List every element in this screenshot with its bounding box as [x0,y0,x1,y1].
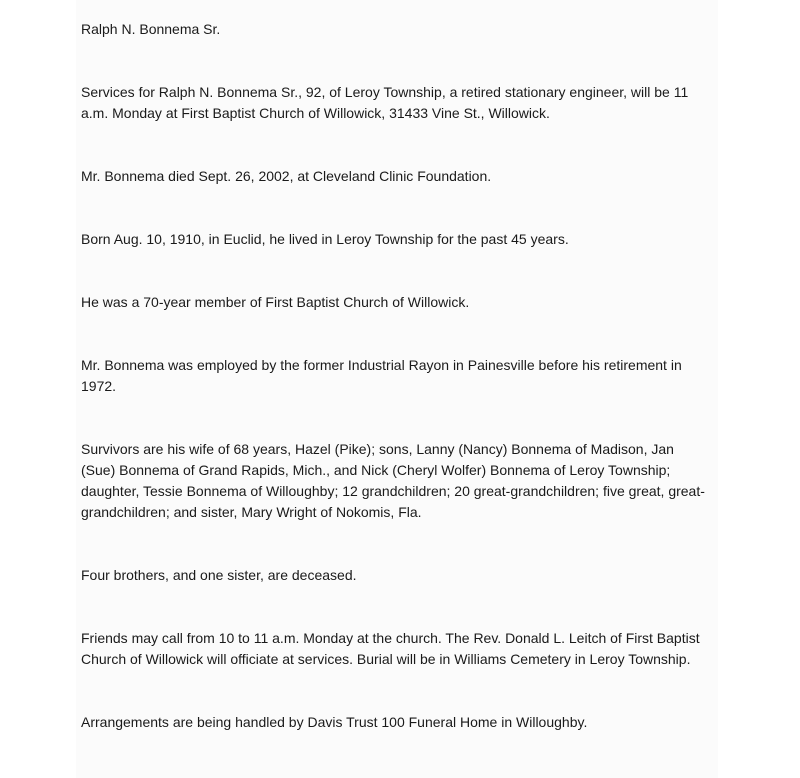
paragraph-deceased: Four brothers, and one sister, are deceased. [81,567,357,583]
paragraph-death: Mr. Bonnema died Sept. 26, 2002, at Cleveland Clinic Foundation. [81,168,492,184]
paragraph-birth: Born Aug. 10, 1910, in Euclid, he lived in Leroy Township for the past 45 years. [81,231,569,247]
paragraph-services: Services for Ralph N. Bonnema Sr., 92, of Leroy Township, a retired stationary engineer, will be 11 a.m. Monday at First Baptist Church of Willowick, 31433 Vine St., Willowick. [81,84,689,121]
document-title: Ralph N. Bonnema Sr. [81,21,221,37]
paragraph-arrangements: Arrangements are being handled by Davis Trust 100 Funeral Home in Willoughby. [81,714,588,730]
obituary-document [81,19,711,775]
paragraph-church-membership: He was a 70-year member of First Baptist Church of Willowick. [81,294,470,310]
paragraph-survivors: Survivors are his wife of 68 years, Hazel (Pike); sons, Lanny (Nancy) Bonnema of Madison, Jan (Sue) Bonnema of Grand Rapids, Mich., and Nick (Cheryl Wolfer) Bonnema of Leroy Township; daughter, Tessie Bonnema of Willoughby; 12 grandchildren; 20 great-grandchildren; five great, great-grandchildren; and sister, Mary Wright of Nokomis, Fla. [81,441,705,520]
paragraph-employment: Mr. Bonnema was employed by the former Industrial Rayon in Painesville before his retirement in 1972. [81,357,682,394]
paragraph-visitation: Friends may call from 10 to 11 a.m. Monday at the church. The Rev. Donald L. Leitch of First Baptist Church of Willowick will officiate at services. Burial will be in Williams Cemetery in Leroy Township. [81,630,700,667]
